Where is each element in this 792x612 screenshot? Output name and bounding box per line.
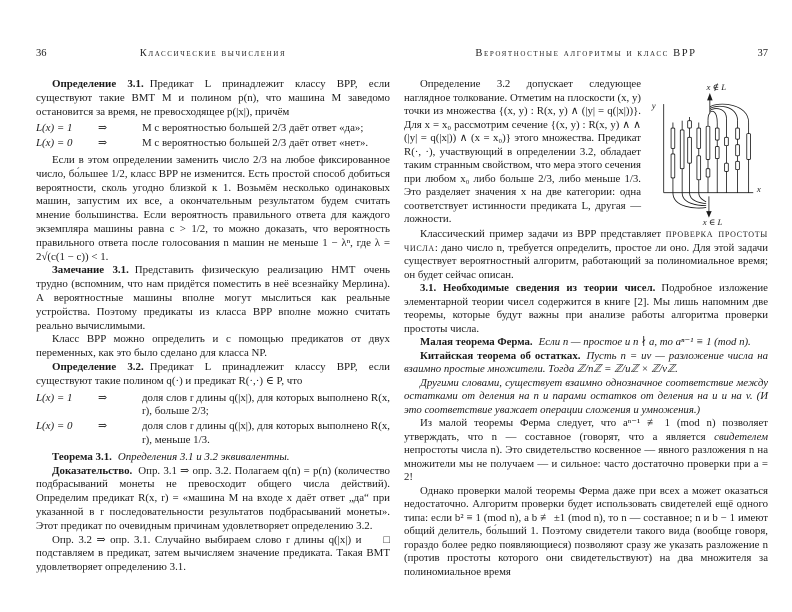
remark-3-1-label: Замечание 3.1. (52, 264, 129, 277)
theorem-3-1-text: Определения 3.1 и 3.2 эквивалентны. (117, 450, 290, 463)
page-number-right: 37 (757, 48, 768, 59)
implies-arrow: ⇒ (98, 420, 108, 433)
page-left (36, 48, 390, 575)
definition-3-1 (36, 78, 390, 119)
implies-arrow: ⇒ (98, 122, 108, 135)
paragraph-in-other-words: Другими словами, существует взаимно однозначное соответствие между остатками от деления на n и парами остатков от деления на u и на v. (И это соответствие уважает операции сложения и умножения.) (404, 376, 768, 416)
case-lhs: L(x) = 0 (36, 137, 73, 150)
proof-part-2-text: Опр. 3.2 ⇒ опр. 3.1. Случайно выбираем слово r длины q(|x|) и подставляем в предикат, затем вычисляем значение предиката. Такая ВМТ удовлетворяет определению 3.1. (36, 533, 390, 574)
figure-x-axis-label: x (756, 183, 761, 194)
definition-3-2-label: Определение 3.2. (52, 360, 144, 373)
section-measure-diagram (648, 80, 768, 226)
definition-3-2-cases (36, 392, 390, 448)
witness-text-pre: Из малой теоремы Ферма следует, что aⁿ⁻¹ ≢ 1 (mod n) позволяет утверждать, что n — составное (говорят, что a является (404, 417, 768, 443)
proof-label: Доказательство. (52, 464, 133, 477)
primality-text-post: : дано число n, требуется определить, простое ли оно. Для этой задачи существует вероятностный алгоритм, работающий за полиномиальное время; он будет сейчас описан. (404, 241, 768, 281)
section-3-1-label: 3.1. Необходимые сведения из теории чисел. (420, 282, 656, 294)
witness-text-post: непростоты числа n). Это свидетельство косвенное — явного разложения n на множители мы не получаем — и сильное: часто достаточно проверки при a = 2! (404, 444, 768, 483)
paragraph-interpretation: Определение 3.2 допускает следующее наглядное толкование. Отметим на плоскости (x, y) точки из множества {(x, y) : R(x, y) ∧ (|y| = q(|x|))}. Для x = x₀ рассмотрим сечение {(x, y) : R(x, y) ∧ ∧ (|y| = q(|x|)) ∧ (x = x₀)} этого множества. Предикат R(·, ·), участвующий в определении 3.2, обладает таким странным свойством, что мера этого сечения при любом x₀ либо больше 2/3, либо меньше 1/3. Это разделяет значения x на две категории: одна соответствует истинности предиката L, другая — ложности. (404, 78, 641, 225)
crt-text: Пусть n = uv — разложение числа на взаимно простые множители. Тогда ℤ/nℤ = ℤ/uℤ × ℤ/vℤ. (404, 349, 768, 375)
witness-term: свидетелем (714, 430, 768, 443)
remark-3-1 (36, 264, 390, 333)
primality-text-pre: Классический пример задачи из BPP представляет (420, 228, 666, 240)
case-row (36, 420, 390, 448)
case-rhs: доля слов r длины q(|x|), для которых выполнено R(x, r), меньше 1/3. (142, 420, 390, 446)
definition-3-1-text: Предикат L принадлежит классу BPP, если существуют такие ВМТ M и полином p(n), что машина M заведомо остановится за время, не превосходящее p(|x|), причём (36, 78, 390, 118)
paragraph-primality-example (404, 228, 768, 282)
fermat-theorem-label: Малая теорема Ферма. (420, 336, 533, 348)
paragraph-two-variables: Класс BPP можно определить и с помощью предикатов от двух переменных, как это было сделано для класса NP. (36, 333, 390, 360)
proof-part-1 (36, 465, 390, 534)
figure-bottom-label: x ∈ L (702, 217, 723, 226)
primality-problem-name: проверка простоты числа (404, 228, 768, 254)
case-row (36, 122, 390, 136)
case-rhs: доля слов r длины q(|x|), для которых выполнено R(x, r), больше 2/3; (142, 391, 390, 418)
case-lhs: L(x) = 0 (36, 420, 73, 433)
up-arrowhead (707, 93, 713, 100)
paragraph-amplification: Если в этом определении заменить число 2/3 на любое фиксированное число, бо́льшее 1/2, класс BPP не изменится. Есть простой способ добиться вероятности, сколь угодно близкой к 1. Возьмём несколько одинаковых машин, запустим их все, а окончательным результатом будем считать мнение большинства. Если вероятность правильного ответа для каждого экземпляра машины равна c > 1/2, то можно доказать, что вероятность правильного ответа после голосования n машин не меньше 1 − λⁿ, где λ = 2√(c(1 − c)) < 1. (36, 153, 390, 263)
running-head-right (404, 48, 768, 60)
proof-part-2 (36, 534, 390, 575)
figure-y-axis-label: y (651, 100, 656, 111)
running-head-left (36, 48, 390, 60)
case-row (36, 392, 390, 420)
page-number-left: 36 (36, 48, 47, 59)
theorem-3-1-label: Теорема 3.1. (52, 450, 112, 463)
qed-box: □ (383, 533, 390, 546)
remark-3-1-text: Представить физическую реализацию НМТ очень трудно (вспомним, что нам придётся поместить в неё всезнайку Мерлина). А вероятностные машины вполне могут мыслиться как реальные устройства. Поэтому предикаты из класса BPP вполне можно считать реально вычислимыми. (36, 264, 390, 332)
case-row (36, 137, 390, 151)
crt-label: Китайская теорема об остатках. (420, 349, 581, 362)
fermat-theorem-text: Если n — простое и n ∤ a, то aⁿ⁻¹ ≡ 1 (mod n). (538, 336, 751, 348)
case-rhs: M с вероятностью большей 2/3 даёт ответ «нет». (142, 137, 369, 150)
section-3-1-text: Подробное изложение элементарной теории чисел содержится в книге [2]. Мы лишь напомним две теоремы, которые будут важны при анализе работы алгоритма проверки простоты числа. (404, 282, 768, 335)
definition-3-1-label: Определение 3.1. (52, 78, 144, 90)
case-rhs: M с вероятностью большей 2/3 даёт ответ «да»; (142, 122, 364, 135)
diagram-svg (648, 80, 768, 226)
definition-3-2 (36, 361, 390, 389)
case-lhs: L(x) = 1 (36, 391, 73, 404)
case-lhs: L(x) = 1 (36, 122, 73, 135)
definition-3-2-text: Предикат L принадлежит классу BPP, если существуют такие полином q(·) и предикат R(·,·) ∈ P, что (36, 360, 390, 387)
proof-part-1-text: Опр. 3.1 ⇒ опр. 3.2. Полагаем q(n) = p(n) (количество подбрасываний монеты не превосходит общего числа действий). Определим предикат R(x, r) = «машина M на входе x даёт ответ „да“ при указанной в r последовательности результатов подбрасываний монеты». Этот предикат по очевидным причинам удовлетворяет определению 3.2. (36, 464, 390, 532)
section-3-1 (404, 282, 768, 336)
implies-arrow: ⇒ (98, 391, 108, 404)
running-title-left: Классические вычисления (139, 48, 287, 59)
paragraph-however: Однако проверки малой теоремы Ферма даже при всех a может оказаться недостаточно. Алгоритм проверки будет использовать свидетелей ещё одного типа: если b² ≡ 1 (mod n), а b ≢ ±1 (mod n), то n — составное; n и b − 1 имеют общий делитель, бо́льший 1. Поэтому свидетели такого вида (вообще говоря, гораздо более редко появляющиеся) позволяют сразу же указать разложение n (против простоты которого они свидетельствуют) на два множителя за полиномиальное время (404, 484, 768, 578)
figure-top-label: x ∉ L (706, 82, 727, 93)
page-right (404, 48, 768, 579)
definition-3-1-cases (36, 122, 390, 151)
theorem-3-1 (36, 451, 390, 465)
chinese-remainder-theorem (404, 350, 768, 377)
running-title-right: Вероятностные алгоритмы и класс BPP (475, 48, 697, 59)
interpretation-block (404, 78, 768, 228)
paragraph-witness (404, 417, 768, 485)
fermat-little-theorem (404, 336, 768, 350)
implies-arrow: ⇒ (98, 137, 108, 150)
